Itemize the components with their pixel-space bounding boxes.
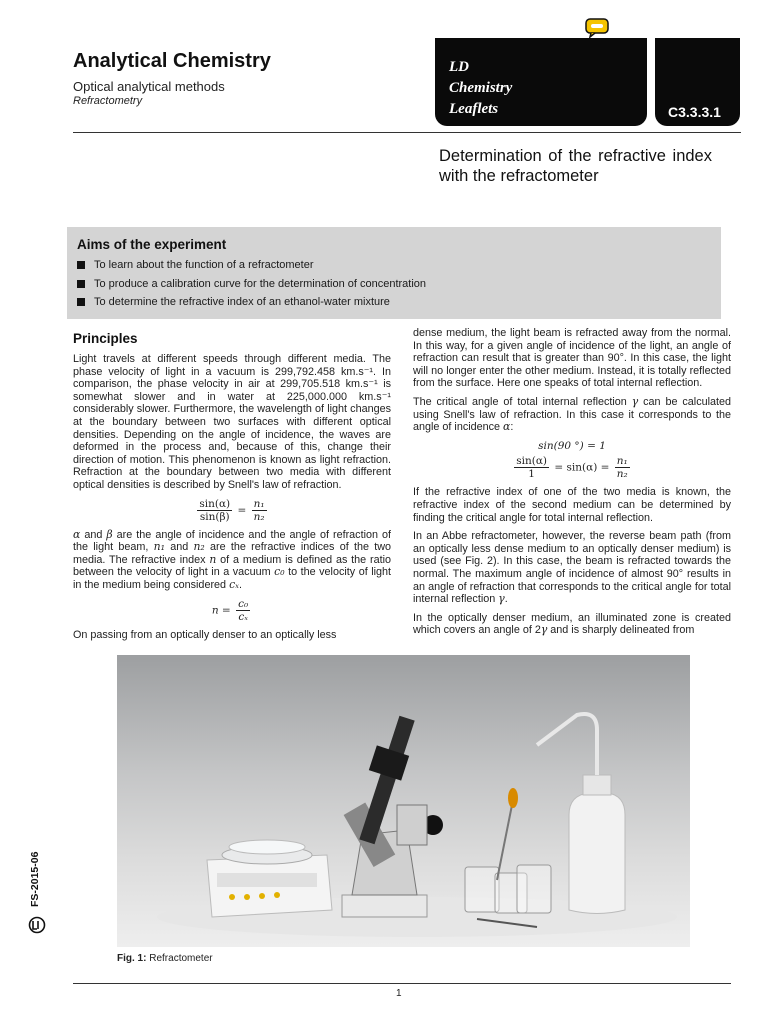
snell-law-formula: $\frac{\sin(\alpha)}{\sin(\beta)}$ = $\frac{\text{n₁}}{\text{n₂}}$ <box>199 497 265 523</box>
critical-angle-formula: $\frac{\sin(\alpha)}{1}$ = sin(α) = $\frac{\text{n₁}}{\text{n₂}}$ <box>516 455 628 481</box>
paragraph: dense medium, the light beam is refracted away from the normal. In this way, for a given angle of incidence of the light, an angle of refraction can result that is greater than 90°. In this case, the light will no longer enter the other medium. Instead, it is totally reflected from the surface. Here one speaks of total internal reflection. <box>413 327 731 390</box>
aims-heading: Aims of the experiment <box>77 237 227 252</box>
refractometer-photo <box>117 655 690 947</box>
aim-item: To determine the refractive index of an ethanol-water mixture <box>77 296 390 308</box>
page-number: 1 <box>396 988 402 999</box>
topic-label: Refractometry <box>73 95 143 107</box>
paragraph: The critical angle of total internal reflection γ can be calculated using Snell's law of refraction. In this case it corresponds to the angle of incidence α: <box>413 394 731 434</box>
ld-logo-icon <box>28 916 46 934</box>
balance-shape <box>207 840 332 917</box>
brand-text <box>449 57 512 120</box>
aim-item: To learn about the function of a refractometer <box>77 259 314 271</box>
refractive-index-formula: n = $\frac{\text{c₀}}{\text{cₓ}}$ <box>211 597 249 623</box>
figure-caption: Fig. 1: Refractometer <box>117 953 213 964</box>
form-code: FS-2015-06 <box>29 851 41 907</box>
paragraph: If the refractive index of one of the two media is known, the refractive index of the second medium can be determined by finding the critical angle for total internal reflection. <box>413 486 731 524</box>
glassware-shape <box>465 788 551 913</box>
speech-bubble-icon <box>585 18 609 38</box>
principles-left-column <box>73 353 391 653</box>
paragraph: In the optically denser medium, an illuminated zone is created which covers an angle of 2γ and is sharply delineated from <box>413 611 731 637</box>
subsection-title: Optical analytical methods <box>73 79 225 94</box>
bullet-square-icon <box>77 298 85 306</box>
paragraph: On passing from an optically denser to an optically less <box>73 628 337 641</box>
paragraph: In an Abbe refractometer, however, the reverse beam path (from an optically less dense medium to an optically denser medium) is used (see Fig. 2). In this case, the beam is refracted towards the normal. The maximum angle of incidence of almost 90° results in an angle of refraction that corresponds to the critical angle for total internal reflection γ. <box>413 530 731 606</box>
refractometer-shape <box>342 716 443 917</box>
bullet-square-icon <box>77 261 85 269</box>
brand-line-ld: LD <box>449 59 469 75</box>
header-divider <box>73 132 741 133</box>
principles-right-column <box>413 327 731 653</box>
brand-line-leaflets: Leaflets <box>449 101 499 117</box>
paragraph: α and β are the angle of incidence and the angle of refraction of the light beam, n₁ and n₂ are the refractive indices of the two media. The refractive index n of a medium is defined as the ratio between the velocity of light in a vacuum c₀ to the velocity of light in the medium being considered cₓ. <box>73 527 391 591</box>
lab-setup-illustration <box>117 655 690 947</box>
document-title: Determination of the refractive index with the refractometer <box>439 147 712 185</box>
aim-item: To produce a calibration curve for the determination of concentration <box>77 278 426 290</box>
section-title: Analytical Chemistry <box>73 50 271 72</box>
paragraph: Light travels at different speeds through different media. The phase velocity of light in a vacuum is 299,792.458 km.s⁻¹. In comparison, the phase velocity in air at 299,705.518 km.s⁻¹ is somewhat slower and in water at 225,000.000 km.s⁻¹ considerably slower. Furthermore, the wavelength of light changes at the boundary between two surfaces with different optical densities. Depending on the angle of incidence, the waves are deformed in the process and, because of this, change their direction of motion. This phenomenon is known as light refraction. Refraction at the boundary between two media with different optical densities is described by Snell's law of refraction. <box>73 353 391 491</box>
principles-heading: Principles <box>73 331 138 346</box>
bullet-square-icon <box>77 280 85 288</box>
footer-divider <box>73 983 731 984</box>
leaflet-code: C3.3.3.1 <box>668 104 721 120</box>
brand-line-chemistry: Chemistry <box>449 80 513 96</box>
sin90-formula: sin(90 °) = 1 <box>538 439 606 452</box>
